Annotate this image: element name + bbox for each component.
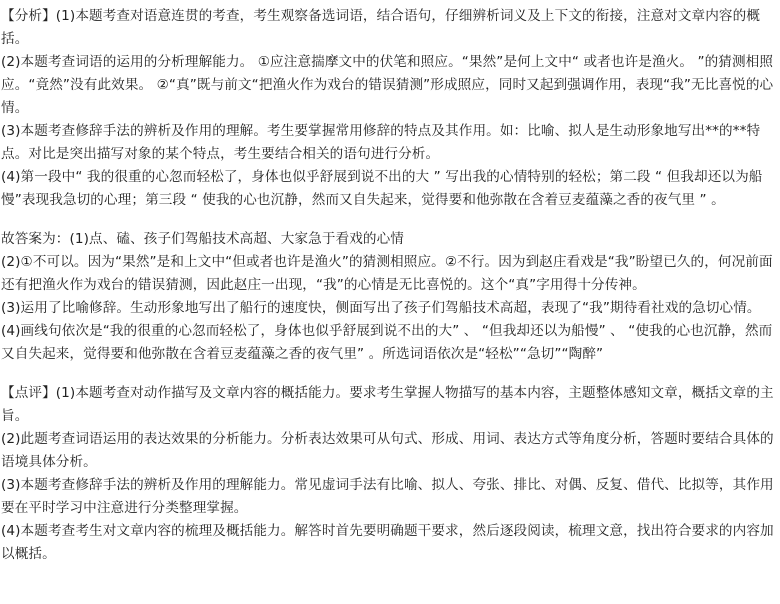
- analysis-paragraph-1: 【分析】(1)本题考查对语意连贯的考查，考生观察备选词语，结合语句，仔细辨析词义及上下文的衔接，注意对文章内容的概括。: [1, 8, 761, 47]
- answer-paragraph-1: 故答案为：(1)点、磕、孩子们驾船技术高超、大家急于看戏的心情: [1, 231, 404, 247]
- comment-paragraph-3: (3)本题考查修辞手法的辨析及作用的理解能力。常见虚词手法有比喻、拟人、夸张、排比、对偶、反复、借代、比拟等，其作用要在平时学习中注意进行分类整理掌握。: [1, 477, 774, 516]
- answer-section: [1, 228, 776, 366]
- comment-paragraph-2: (2)此题考查词语运用的表达效果的分析能力。分析表达效果可从句式、形成、用词、表达方式等角度分析，答题时要结合具体的语境具体分析。: [1, 431, 774, 470]
- analysis-paragraph-2: (2)本题考查词语的运用的分析理解能力。 ①应注意揣摩文中的伏笔和照应。“果然”是何上文中“ 或者也许是渔火。 ”的猜测相照应。“竟然”没有此效果。 ②“真”既与前文“把渔火作为戏台的错误猜测”形成照应，同时又起到强调作用，表现“我”无比喜悦的心情。: [1, 54, 774, 116]
- answer-paragraph-4: (4)画线句依次是“我的很重的心忽而轻松了，身体也似乎舒展到说不出的大” 、 “但我却还以为船慢” 、 “使我的心也沉静，然而又自失起来，觉得要和他弥散在含着豆麦蕴藻之香的夜气里” 。所选词语依次是“轻松”“急切”“陶醉”: [1, 323, 773, 362]
- analysis-paragraph-4: (4)第一段中“ 我的很重的心忽而轻松了，身体也似乎舒展到说不出的大 ” 写出我的心情特别的轻松；第二段 “ 但我却还以为船慢”表现我急切的心理；第三段 “ 使我的心也沉静，然而又自失起来，觉得要和他弥散在含着豆麦蕴藻之香的夜气里 ” 。: [1, 169, 763, 208]
- answer-paragraph-3: (3)运用了比喻修辞。生动形象地写出了船行的速度快，侧面写出了孩子们驾船技术高超，表现了“我”期待看社戏的急切心情。: [1, 300, 761, 316]
- analysis-paragraph-3: (3)本题考查修辞手法的辨析及作用的理解。考生要掌握常用修辞的特点及其作用。如：比喻、拟人是生动形象地写出**的**特点。对比是突出描写对象的某个特点，考生要结合相关的语句进行分析。: [1, 123, 761, 162]
- comment-section: [1, 382, 776, 566]
- analysis-section: [1, 5, 776, 212]
- answer-paragraph-2: (2)①不可以。因为“果然”是和上文中“但或者也许是渔火”的猜测相照应。②不行。因为到赵庄看戏是“我”盼望已久的，何况前面还有把渔火作为戏台的错误猜测，因此赵庄一出现，“我”的心情是无比喜悦的。这个“真”字用得十分传神。: [1, 254, 773, 293]
- comment-paragraph-4: (4)本题考查考生对文章内容的梳理及概括能力。解答时首先要明确题干要求，然后逐段阅读，梳理文意，找出符合要求的内容加以概括。: [1, 523, 774, 562]
- comment-paragraph-1: 【点评】(1)本题考查对动作描写及文章内容的概括能力。要求考生掌握人物描写的基本内容，主题整体感知文章，概括文章的主旨。: [1, 385, 774, 424]
